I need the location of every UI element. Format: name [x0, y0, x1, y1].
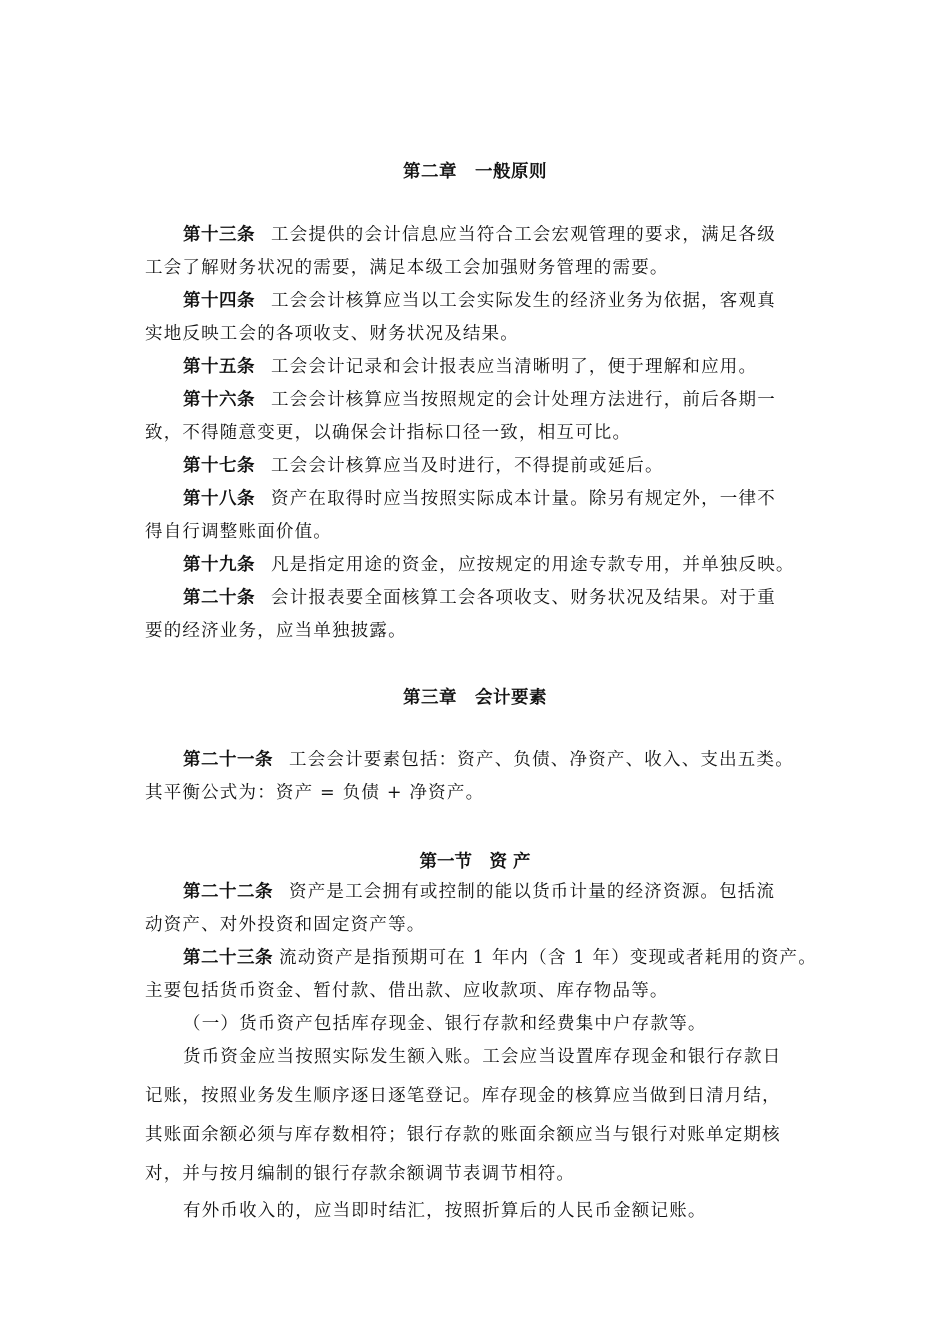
article-20-line-2: 要的经济业务，应当单独披露。 — [145, 621, 407, 641]
article-23-line-2: 主要包括货币资金、暂付款、借出款、应收款项、库存物品等。 — [145, 981, 669, 1001]
paragraph-1: （一）货币资产包括库存现金、银行存款和经费集中户存款等。 — [183, 1014, 707, 1034]
paragraph-2-line-1: 货币资金应当按照实际发生额入账。工会应当设置库存现金和银行存款日 — [183, 1047, 782, 1067]
article-19-text-1: 凡是指定用途的资金，应按规定的用途专款专用，并单独反映。 — [271, 555, 795, 575]
article-22-line-1 — [183, 880, 815, 904]
article-21-number: 第二十一条 — [183, 750, 273, 770]
article-14-line-2: 实地反映工会的各项收支、财务状况及结果。 — [145, 324, 519, 344]
chapter-2-title: 第二章 一般原则 — [403, 162, 547, 182]
article-13-number: 第十三条 — [183, 225, 255, 245]
article-22-line-2: 动资产、对外投资和固定资产等。 — [145, 915, 426, 935]
chapter-3-title: 第三章 会计要素 — [403, 688, 547, 708]
article-16-line-2: 致，不得随意变更，以确保会计指标口径一致，相互可比。 — [145, 423, 632, 443]
article-23-line-1 — [183, 946, 815, 970]
paragraph-2-line-4: 对，并与按月编制的银行存款余额调节表调节相符。 — [145, 1164, 576, 1184]
article-18-number: 第十八条 — [183, 489, 255, 509]
article-22-number: 第二十二条 — [183, 882, 273, 902]
article-19-line-1 — [183, 553, 815, 577]
article-23-number: 第二十三条 — [183, 948, 273, 968]
article-19-number: 第十九条 — [183, 555, 255, 575]
article-14-line-1 — [183, 289, 815, 313]
article-21-line-1 — [183, 748, 815, 772]
article-23-text-1: 流动资产是指预期可在 1 年内（含 1 年）变现或者耗用的资产。 — [279, 948, 817, 968]
section-1-title: 第一节 资 产 — [419, 852, 531, 872]
article-17-number: 第十七条 — [183, 456, 255, 476]
paragraph-2-line-3: 其账面余额必须与库存数相符；银行存款的账面余额应当与银行对账单定期核 — [145, 1125, 781, 1145]
article-15-number: 第十五条 — [183, 357, 255, 377]
article-15-text-1: 工会会计记录和会计报表应当清晰明了，便于理解和应用。 — [271, 357, 758, 377]
article-18-line-1 — [183, 487, 815, 511]
article-13-text-1: 工会提供的会计信息应当符合工会宏观管理的要求，满足各级 — [271, 225, 776, 245]
article-20-line-1 — [183, 586, 815, 610]
article-17-text-1: 工会会计核算应当及时进行，不得提前或延后。 — [271, 456, 664, 476]
article-17-line-1 — [183, 454, 815, 478]
article-18-line-2: 得自行调整账面价值。 — [145, 522, 332, 542]
article-20-text-1: 会计报表要全面核算工会各项收支、财务状况及结果。对于重 — [271, 588, 776, 608]
article-15-line-1 — [183, 355, 815, 379]
article-13-line-2: 工会了解财务状况的需要，满足本级工会加强财务管理的需要。 — [145, 258, 669, 278]
article-14-number: 第十四条 — [183, 291, 255, 311]
article-16-text-1: 工会会计核算应当按照规定的会计处理方法进行，前后各期一 — [271, 390, 776, 410]
paragraph-3: 有外币收入的，应当即时结汇，按照折算后的人民币金额记账。 — [183, 1201, 707, 1221]
article-13-line-1 — [183, 223, 815, 247]
article-14-text-1: 工会会计核算应当以工会实际发生的经济业务为依据，客观真 — [271, 291, 776, 311]
article-21-text-1: 工会会计要素包括：资产、负债、净资产、收入、支出五类。 — [289, 750, 794, 770]
paragraph-2-line-2: 记账，按照业务发生顺序逐日逐笔登记。库存现金的核算应当做到日清月结， — [145, 1086, 781, 1106]
article-21-line-2: 其平衡公式为：资产 = 负债 + 净资产。 — [145, 783, 485, 803]
article-18-text-1: 资产在取得时应当按照实际成本计量。除另有规定外，一律不 — [271, 489, 776, 509]
article-16-number: 第十六条 — [183, 390, 255, 410]
article-20-number: 第二十条 — [183, 588, 255, 608]
article-16-line-1 — [183, 388, 815, 412]
article-22-text-1: 资产是工会拥有或控制的能以货币计量的经济资源。包括流 — [289, 882, 776, 902]
